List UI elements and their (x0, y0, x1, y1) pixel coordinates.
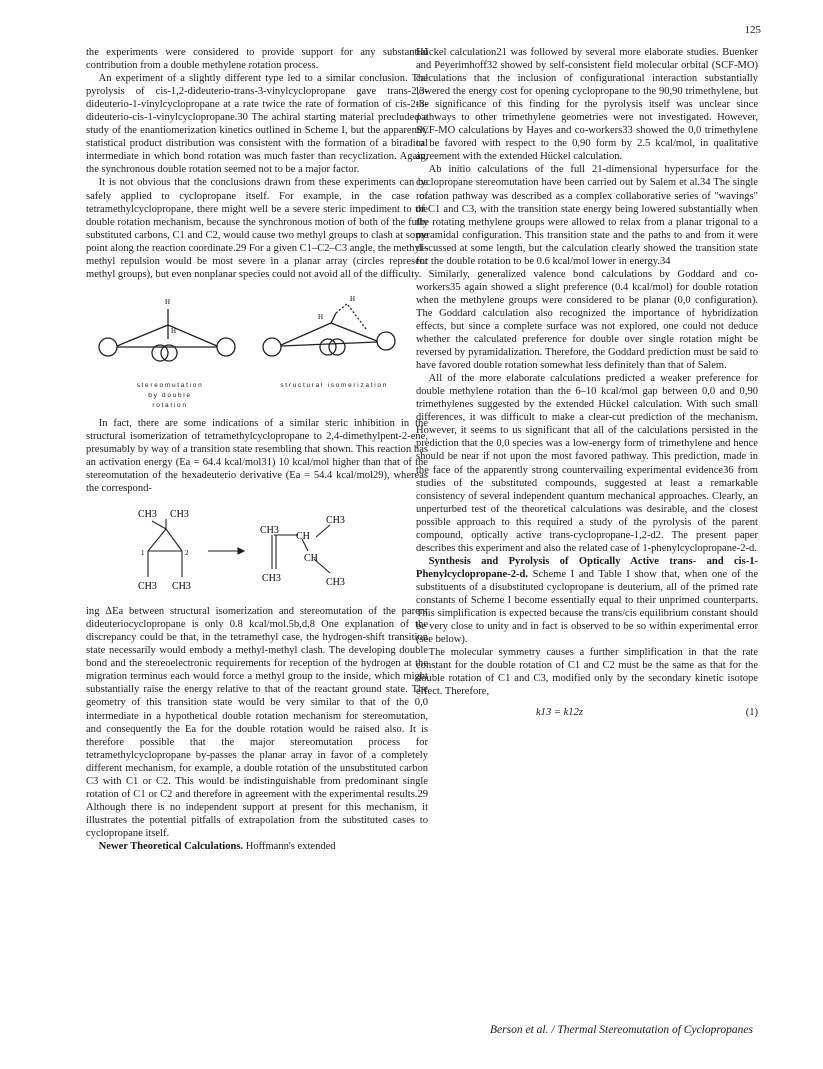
paragraph: the experiments were considered to provide support for any substantial contribution from a double methylene rotation process. (86, 47, 428, 72)
bond-line (117, 325, 168, 346)
bond-line (348, 305, 366, 329)
caption-structural-isomerization: structural isomerization (280, 381, 388, 389)
paragraph: In fact, there are some indications of a similar steric inhibition in the structural isomerization of tetramethylcyclopropane to 2,4-dimethylpent-2-ene, presumably by way of a transition state resembling that shown. This reaction has an activation energy (Ea = 64.4 kcal/mol31) 10 kcal/mol higher than that of the stereomutation of the hexadeuterio derivative (Ea = 54.4 kcal/mol29), whereas the correspond- (86, 417, 428, 495)
equation-number: (1) (745, 707, 758, 719)
methyl-label: CH3 (262, 573, 281, 585)
methyl-label: CH3 (326, 515, 345, 527)
methyl-label: CH3 (138, 581, 157, 593)
section-heading: Newer Theoretical Calculations. (98, 840, 244, 852)
methyl-label: CH3 (138, 509, 157, 521)
methyl-label: CH3 (260, 525, 279, 537)
paragraph: ing ΔEa between structural isomerization and stereomutation of the parent dideuteriocyclopropane is only 0.8 kcal/mol.5b,d,8 One explanation of the discrepancy could be that, in the tetramethyl case, the hydrogen-shift transition state necessarily would embody a methyl-methyl clash. The developing double bond and the stereoelectronic requirements for reception of the hydrogen at the migration terminus each would force a methyl group to the inside, which might substantially raise the energy relative to that of the reactant ground state. The geometry of this transition state would be very similar to that of the 0,0 intermediate in a hypothetical double rotation mechanism for stereomutation, and consequently the Ea for the double rotation would be raised also. It is therefore possible that the major stereomutation process for tetramethylcyclopropane by-passes the planar array in favor of a completely different mechanism, for example, a double rotation of the unsubstituted carbon C3 with C1 or C2. This would be indistinguishable from predominant single rotation of C1 or C2 and therefore in agreement with the experimental results.29 Although there is no independent support at present for this mechanism, it illustrates the potential pitfalls of extrapolation from the substituted cases to cyclopropane itself. (86, 606, 428, 839)
methyl-label: CH3 (172, 581, 191, 593)
running-footer: Berson et al. / Thermal Stereomutation of Cyclopropanes (490, 1024, 753, 1036)
carbon-number: 1 (141, 549, 145, 558)
methyl-circle (217, 338, 235, 356)
h-label: H (165, 297, 171, 306)
methyl-circle (320, 339, 336, 355)
paragraph: Ab initio calculations of the full 21-dimensional hypersurface for the cyclopropane stereomutation have been carried out by Salem et al.34 The single rotation pathway was described as a complex collaborative series of "wavings" of C1 and C3, with the transition state energy being lowered substantially when the rotating methylene groups were allowed to relax from a planar trigonal to a pyramidal configuration. This transition state and the paths to and from it were discussed at some length, but the calculation clearly showed the transition state for the double rotation to be 0.6 kcal/mol lower in energy.34 (416, 164, 758, 267)
caption-double-rotation: stereomutation by double rotation (136, 381, 204, 409)
paragraph (86, 840, 428, 853)
h-label: H (350, 294, 356, 303)
bond-line (152, 521, 166, 529)
paragraph: It is not obvious that the conclusions drawn from these experiments can be safely applied to cyclopropane itself. For example, in the case of tetramethylcyclopropane, there might well be a severe steric impediment to the double rotation mechanism, because the synchronous motion of both of the fully substituted carbons, C1 and C2, would cause two methyl groups to clash at some point along the reaction coordinate.29 For a given C1–C2–C3 angle, the methyl–methyl repulsion would be most severe in a planar array (circles represent methyl groups), but even nonplanar species could not avoid all of the difficulty. (86, 177, 428, 280)
h-label: H (318, 312, 324, 321)
bond-line (331, 323, 377, 341)
isomerization-scheme-drawing (86, 499, 428, 601)
paragraph: The molecular symmetry causes a further simplification in that the rate constant for the double rotation of C1 and C2 must be the same as that for the double rotation of C1 and C3, modified only by the secondary kinetic isotope effect. Therefore, (416, 647, 758, 698)
bond-line (281, 323, 331, 345)
bond-line (166, 529, 182, 551)
methyl-circle (99, 338, 117, 356)
page-number: 125 (744, 24, 761, 36)
paragraph: An experiment of a slightly different type led to a similar conclusion. The pyrolysis of cis-1,2-dideuterio-trans-3-vinylcyclopropane gave trans-2,3-dideuterio-1-vinylcyclopropane at a rate twice the rate of formation of cis-2-3-dideuterio-cis-1-vinylcyclopropane.30 The achiral starting material precluded a study of the enantiomerization kinetics outlined in Scheme I, but the apparently statistical product distribution was consistent with the formation of a biradical intermediate in which bond rotation was much faster than recyclization. Again, the synchronous double rotation seemed not to be a major factor. (86, 73, 428, 176)
paragraph (416, 555, 758, 646)
equation (416, 706, 758, 719)
bond-line (148, 529, 166, 551)
arrow-head (238, 548, 244, 554)
carbon-number: 2 (185, 549, 189, 558)
bond-line (331, 313, 336, 323)
h-label: H (171, 326, 177, 335)
methyl-circle (377, 332, 395, 350)
methyl-circle (329, 339, 345, 355)
ch-label: CH (304, 553, 318, 565)
left-column (86, 46, 428, 853)
figure-captions (86, 381, 428, 411)
methyl-label: CH3 (326, 577, 345, 589)
paragraph-text: Hoffmann's extended (243, 840, 336, 852)
paragraph: All of the more elaborate calculations predicted a weaker preference for double methylene rotation than the 6–10 kcal/mol gap between 0,0 and 0,90 trimethylenes suggested by the extended Hückel calculation. With such small differences, it was difficult to make a clear-cut prediction of the mechanism. However, it seems to us significant that all of the calculations persisted in the prediction that the 0,0 species was a low-energy form of trimethylene and hence should be near if not upon the most favored pathway. This prediction, made in the face of the apparently strong countervailing experimental evidence36 from studies of the substituted compounds, suggested at least a remarkable consistency of several independent quantum mechanical approaches. Clearly, an unperturbed test of the theoretical calculations was desirable, and the closest possible approach to this required a study of the pyrolysis of the parent compound, optically active trans-cyclopropane-1,2-d2. The present paper describes this experiment and also the related case of 1-phenylcyclopropane-2-d. (416, 373, 758, 554)
methyl-circle (263, 338, 281, 356)
methyl-label: CH3 (170, 509, 189, 521)
right-column (416, 46, 758, 719)
bond-line (316, 525, 330, 537)
paragraph: Hückel calculation21 was followed by several more elaborate studies. Buenker and Peyerimhoff32 showed by self-consistent field molecular orbital (SCF-MO) calculations that the inclusion of configurational interaction substantially lowered the energy cost for opening cyclopropane to the 90,90 trimethylene, but the significance of this finding for the pyrolysis itself was unclear since pathways to other trimethylene geometries were not investigated. However, SCF-MO calculations by Hayes and co-workers33 showed the 0,0 trimethylene to be favored with respect to the 0,90 form by 2.5 kcal/mol, in qualitative agreement with the extended Hückel calculation. (416, 47, 758, 163)
steric-figure-drawing (86, 289, 428, 381)
equation-body: k13 = k12z (536, 707, 583, 719)
section-heading: Synthesis and Pyrolysis of Optically Active trans- and cis-1-Phenylcyclopropane-2-d. (416, 555, 758, 580)
paragraph: Similarly, generalized valence bond calculations by Goddard and co-workers35 again showed a slight preference (0.4 kcal/mol) for double rotation when the methylene groups were considered to be planar (0,0 configuration). The Goddard calculation also recognized the importance of hybridization effects, but since a complete surface was not explored, one could not deduce whether the calculated preference for double over single rotation might be reversed by pyramidalization. Therefore, the Goddard prediction must be said to have favored double rotation somewhat less definitely than that of Salem. (416, 268, 758, 372)
ch-label: CH (296, 531, 310, 543)
paragraph-text: Scheme I and Table I show that, when one of the substituents of a disubstituted cyclopropane is deuterium, all of the primed rate constants of Scheme I become essentially equal to their unprimed counterparts. This simplification is expected because the trans/cis equilibrium constant should be very close to unity and in fact is observed to be so within experimental error (see below). (416, 568, 758, 646)
steric-figure (86, 289, 428, 381)
isomerization-scheme (86, 499, 428, 601)
bond-line (336, 303, 348, 313)
